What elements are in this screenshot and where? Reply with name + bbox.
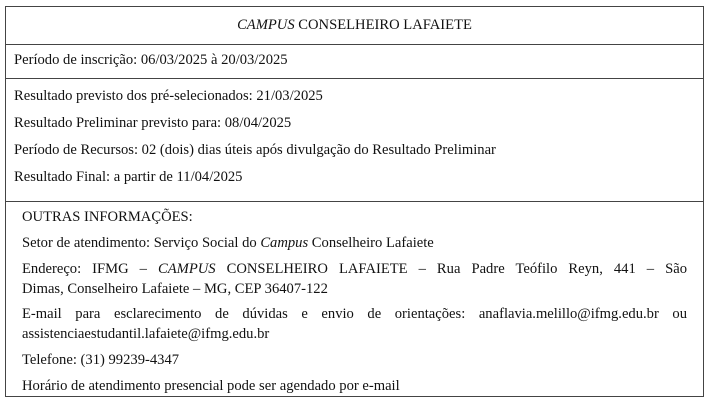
setor-prefix: Setor de atendimento: Serviço Social do bbox=[22, 235, 261, 251]
telefone: Telefone: (31) 99239-4347 bbox=[22, 352, 180, 368]
campus-word: CAMPUS bbox=[237, 17, 295, 33]
campus-title bbox=[6, 17, 703, 34]
email-line-2: assistenciaestudantil.lafaiete@ifmg.edu.br bbox=[22, 326, 270, 342]
setor-campus-word: Campus bbox=[260, 235, 309, 251]
resultados-row bbox=[6, 79, 703, 202]
endereco-prefix: Endereço: IFMG – bbox=[22, 261, 159, 277]
setor-atendimento bbox=[22, 235, 434, 252]
outras-informacoes-row bbox=[6, 202, 703, 398]
periodo-recursos: Período de Recursos: 02 (dois) dias úteis após divulgação do Resultado Preliminar bbox=[14, 142, 496, 158]
inscricao-period: Período de inscrição: 06/03/2025 à 20/03/2025 bbox=[14, 52, 288, 68]
endereco-rest: CONSELHEIRO LAFAIETE – Rua Padre Teófilo Reyn, 441 – São bbox=[215, 261, 687, 277]
resultado-preliminar: Resultado Preliminar previsto para: 08/04/2025 bbox=[14, 115, 292, 131]
campus-name: CONSELHEIRO LAFAIETE bbox=[294, 17, 472, 33]
setor-suffix: Conselheiro Lafaiete bbox=[308, 235, 434, 251]
resultado-final: Resultado Final: a partir de 11/04/2025 bbox=[14, 169, 243, 185]
endereco-campus-word: CAMPUS bbox=[158, 261, 216, 277]
endereco-line-1 bbox=[22, 261, 687, 278]
outras-informacoes-title: OUTRAS INFORMAÇÕES: bbox=[22, 209, 193, 225]
resultado-preselecionados: Resultado previsto dos pré-selecionados: 21/03/2025 bbox=[14, 88, 323, 104]
endereco-line-2: Dimas, Conselheiro Lafaiete – MG, CEP 36407-122 bbox=[22, 281, 328, 297]
horario-atendimento: Horário de atendimento presencial pode ser agendado por e-mail bbox=[22, 378, 400, 394]
email-line-1: E-mail para esclarecimento de dúvidas e envio de orientações: anaflavia.melillo@ifmg.edu.br ou bbox=[22, 306, 687, 322]
header-row bbox=[6, 7, 703, 45]
inscricao-row bbox=[6, 45, 703, 79]
info-table bbox=[5, 6, 704, 397]
